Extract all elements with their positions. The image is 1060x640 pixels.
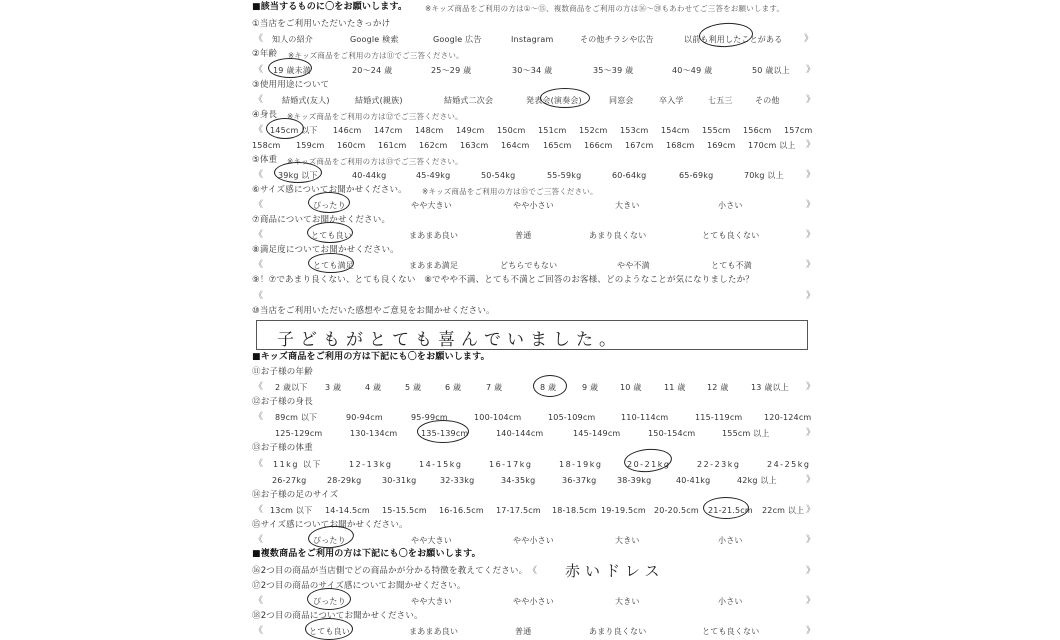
bracket-close: 》 <box>806 65 816 75</box>
q17-option-selected[interactable]: ぴったり <box>313 597 346 606</box>
q18-option[interactable]: とても良くない <box>702 627 760 636</box>
q4-option[interactable]: 166cm <box>584 141 613 150</box>
q4-option[interactable]: 154cm <box>661 126 690 135</box>
q4-option[interactable]: 157cm <box>784 126 813 135</box>
q12-option[interactable]: 125-129cm <box>275 429 323 438</box>
q14-option[interactable]: 15-15.5cm <box>382 506 427 515</box>
bracket-open: 《 <box>254 535 264 545</box>
q13-option[interactable]: 42kg 以上 <box>737 476 777 485</box>
bracket-close: 》 <box>806 230 816 240</box>
q7-option-selected[interactable]: とても良い <box>311 231 352 240</box>
q12-option[interactable]: 120-124cm <box>764 413 812 422</box>
q8-option[interactable]: どちらでもない <box>500 261 558 270</box>
bracket-open: 《 <box>254 230 264 240</box>
q15-label: ⑮サイズ感についてお聞かせください。 <box>252 520 408 530</box>
q4-option[interactable]: 165cm <box>543 141 572 150</box>
q2-option[interactable]: 25〜29 歳 <box>431 66 472 75</box>
q4-option[interactable]: 164cm <box>501 141 530 150</box>
q9-label: ⑨！⑦であまり良くない、とても良くない ⑧でやや不満、とても不満とご回答のお客様、どのようなことが気になりましたか？ <box>252 275 754 285</box>
bracket-close: 》 <box>806 140 816 150</box>
q11-option[interactable]: 10 歳 <box>620 383 642 392</box>
q2-option[interactable]: 35〜39 歳 <box>593 66 634 75</box>
q14-option[interactable]: 20-20.5cm <box>654 506 699 515</box>
q14-option[interactable]: 22cm 以上 <box>762 506 805 515</box>
q14-option[interactable]: 13cm 以下 <box>270 506 313 515</box>
bracket-close: 》 <box>806 566 816 576</box>
q4-option[interactable]: 155cm <box>702 126 731 135</box>
bracket-close: 》 <box>806 170 816 180</box>
q13-option[interactable]: 12-13kg <box>349 460 393 469</box>
q8-option[interactable]: まあまあ満足 <box>409 261 459 270</box>
q10-answer-box[interactable] <box>256 320 808 350</box>
q4-option[interactable]: 169cm <box>707 141 736 150</box>
q1-label: ①当店をご利用いただいたきっかけ <box>252 19 391 29</box>
q4-option[interactable]: 170cm 以上 <box>748 141 796 150</box>
bracket-close: 》 <box>806 505 816 515</box>
q4-option[interactable]: 151cm <box>538 126 567 135</box>
q4-option[interactable]: 158cm <box>252 141 281 150</box>
q5-option[interactable]: 65-69kg <box>679 171 714 180</box>
q13-option[interactable]: 34-35kg <box>501 476 536 485</box>
q4-option[interactable]: 168cm <box>666 141 695 150</box>
q5-option[interactable]: 45-49kg <box>416 171 451 180</box>
q7-label: ⑦商品についてお聞かせください。 <box>252 215 391 225</box>
q11-option[interactable]: 7 歳 <box>486 383 503 392</box>
q12-option[interactable]: 155cm 以上 <box>722 429 770 438</box>
q3-option[interactable]: 結婚式二次会 <box>444 96 494 105</box>
bracket-close: 》 <box>806 200 816 210</box>
q4-option[interactable]: 150cm <box>497 126 526 135</box>
q16-label: ⑯2つ目の商品が当店側でどの商品かが分かる特徴を教えてください。 <box>252 566 528 576</box>
q5-label: ⑤体重 <box>252 155 278 165</box>
q7-option[interactable]: とても良くない <box>702 231 760 240</box>
q18-label: ⑱2つ目の商品についてお聞かせください。 <box>252 611 423 621</box>
q2-option[interactable]: 20〜24 歳 <box>352 66 393 75</box>
q16-handwritten-answer[interactable]: 赤いドレス <box>565 562 665 580</box>
q13-option[interactable]: 28-29kg <box>327 476 362 485</box>
q13-label: ⑬お子様の体重 <box>252 443 313 453</box>
q6-option[interactable]: 大きい <box>615 201 640 210</box>
q4-option[interactable]: 153cm <box>620 126 649 135</box>
q11-option[interactable]: 6 歳 <box>445 383 462 392</box>
q13-option[interactable]: 32-33kg <box>440 476 475 485</box>
q3-option[interactable]: 卒入学 <box>659 96 684 105</box>
multi-section-header: ■複数商品をご利用の方は下記にも〇をお願いします。 <box>252 549 481 559</box>
kids-section-header: ■キッズ商品をご利用の方は下記にも〇をお願いします。 <box>252 352 490 362</box>
q2-option-selected[interactable]: 19 歳未満 <box>273 66 311 75</box>
q14-option[interactable]: 14-14.5cm <box>325 506 370 515</box>
q13-option[interactable]: 38-39kg <box>617 476 652 485</box>
q11-label: ⑪お子様の年齢 <box>252 367 313 377</box>
bracket-close: 》 <box>806 475 816 485</box>
bracket-open: 《 <box>254 200 264 210</box>
q12-option[interactable]: 140-144cm <box>496 429 544 438</box>
bracket-close: 》 <box>806 382 816 392</box>
bracket-close: 》 <box>806 95 816 105</box>
bracket-open: 《 <box>254 65 264 75</box>
bracket-close: 》 <box>806 291 816 301</box>
q12-option[interactable]: 100-104cm <box>474 413 522 422</box>
bracket-open: 《 <box>254 95 264 105</box>
q12-option[interactable]: 150-154cm <box>648 429 696 438</box>
q4-label: ④身長 <box>252 110 278 120</box>
q13-option-selected[interactable]: 20-21kg <box>627 460 671 469</box>
q15-option[interactable]: やや大きい <box>411 536 452 545</box>
q13-option[interactable]: 30-31kg <box>382 476 417 485</box>
q10-label: ⑩当店をご利用いただいた感想やご意見をお聞かせください。 <box>252 306 495 316</box>
q18-option[interactable]: 普通 <box>515 627 532 636</box>
q7-option[interactable]: 普通 <box>515 231 532 240</box>
q1-option[interactable]: 知人の紹介 <box>272 35 313 44</box>
q13-option[interactable]: 18-19kg <box>559 460 603 469</box>
bracket-open: 《 <box>254 34 264 44</box>
q12-option[interactable]: 90-94cm <box>346 413 383 422</box>
bracket-open: 《 <box>254 596 264 606</box>
q4-option[interactable]: 161cm <box>378 141 407 150</box>
q3-option[interactable]: その他 <box>755 96 780 105</box>
q1-option[interactable]: Instagram <box>511 35 554 44</box>
q4-option-selected[interactable]: 145cm 以下 <box>270 126 318 135</box>
q5-note: ※キッズ商品をご利用の方は⑬でご三答ください。 <box>287 157 463 166</box>
q5-option[interactable]: 70kg 以上 <box>744 171 784 180</box>
q2-label: ②年齢 <box>252 49 278 59</box>
q14-option-selected[interactable]: 21-21.5cm <box>708 506 753 515</box>
q6-label: ⑥サイズ感についてお聞かせください。 <box>252 185 407 195</box>
q4-option[interactable]: 147cm <box>374 126 403 135</box>
q5-option[interactable]: 60-64kg <box>612 171 647 180</box>
q11-option-selected[interactable]: 8 歳 <box>540 383 557 392</box>
q13-option[interactable]: 14-15kg <box>419 460 463 469</box>
q2-option[interactable]: 30〜34 歳 <box>512 66 553 75</box>
q2-option[interactable]: 50 歳以上 <box>752 66 790 75</box>
q8-label: ⑧満足度についてお聞かせください。 <box>252 245 399 255</box>
q14-label: ⑭お子様の足のサイズ <box>252 490 339 500</box>
bracket-open: 《 <box>528 566 538 576</box>
form-note: ※キッズ商品をご利用の方は①〜⑮、複数商品をご利用の方は⑯〜⑳もあわせてご三答をお願いします。 <box>425 4 785 13</box>
bracket-close: 》 <box>806 596 816 606</box>
q6-note: ※キッズ商品をご利用の方は⑮でご三答ください。 <box>422 187 598 196</box>
q2-option[interactable]: 40〜49 歳 <box>672 66 713 75</box>
q13-option[interactable]: 22-23kg <box>697 460 741 469</box>
q13-option[interactable]: 40-41kg <box>676 476 711 485</box>
q6-option[interactable]: やや小さい <box>513 201 554 210</box>
q1-option[interactable]: Google 検索 <box>350 35 399 44</box>
q15-option[interactable]: やや小さい <box>513 536 554 545</box>
q13-option[interactable]: 16-17kg <box>489 460 533 469</box>
q1-option[interactable]: Google 広告 <box>433 35 482 44</box>
q4-option[interactable]: 167cm <box>625 141 654 150</box>
q17-option[interactable]: やや大きい <box>411 597 452 606</box>
q18-option[interactable]: あまり良くない <box>589 627 647 636</box>
q18-option[interactable]: まあまあ良い <box>409 627 459 636</box>
q4-option[interactable]: 156cm <box>743 126 772 135</box>
q12-option[interactable]: 105-109cm <box>548 413 596 422</box>
q12-option[interactable]: 145-149cm <box>573 429 621 438</box>
q4-option[interactable]: 163cm <box>460 141 489 150</box>
q11-option[interactable]: 3 歳 <box>325 383 342 392</box>
q5-option[interactable]: 50-54kg <box>481 171 516 180</box>
q4-option[interactable]: 149cm <box>456 126 485 135</box>
q4-option[interactable]: 152cm <box>579 126 608 135</box>
q14-option[interactable]: 16-16.5cm <box>439 506 484 515</box>
q12-option[interactable]: 115-119cm <box>695 413 743 422</box>
q6-option[interactable]: やや大きい <box>411 201 452 210</box>
q11-option[interactable]: 11 歳 <box>664 383 686 392</box>
bracket-open: 《 <box>254 125 264 135</box>
q10-handwritten-answer: 子どもがとても喜んでいました。 <box>277 330 622 350</box>
q3-option-selected[interactable]: 発表会(演奏会) <box>526 96 582 105</box>
q3-label: ③使用用途について <box>252 80 330 90</box>
q12-option[interactable]: 89cm 以下 <box>275 413 318 422</box>
q12-option[interactable]: 130-134cm <box>350 429 398 438</box>
q3-option[interactable]: 結婚式(親族) <box>355 96 403 105</box>
q6-option[interactable]: 小さい <box>718 201 743 210</box>
q5-option[interactable]: 40-44kg <box>352 171 387 180</box>
q12-option[interactable]: 95-99cm <box>411 413 448 422</box>
q15-option[interactable]: 小さい <box>718 536 743 545</box>
q3-option[interactable]: 七五三 <box>708 96 733 105</box>
bracket-open: 《 <box>254 170 264 180</box>
q3-option[interactable]: 同窓会 <box>609 96 634 105</box>
q11-option[interactable]: 9 歳 <box>582 383 599 392</box>
bracket-close: 》 <box>806 428 816 438</box>
bracket-close: 》 <box>806 626 816 636</box>
q12-option-selected[interactable]: 135-139cm <box>421 429 469 438</box>
q8-option[interactable]: とても不満 <box>711 261 752 270</box>
bracket-open: 《 <box>254 260 264 270</box>
q17-option[interactable]: 大きい <box>615 597 640 606</box>
q5-option-selected[interactable]: 39kg 以下 <box>278 171 318 180</box>
q13-option[interactable]: 26-27kg <box>272 476 307 485</box>
q11-option[interactable]: 4 歳 <box>365 383 382 392</box>
q11-option[interactable]: 5 歳 <box>405 383 422 392</box>
bracket-open: 《 <box>254 412 264 422</box>
q13-option[interactable]: 24-25kg <box>767 460 811 469</box>
q17-label: ⑰2つ目の商品のサイズ感についてお聞かせください。 <box>252 581 466 591</box>
bracket-close: 》 <box>806 535 816 545</box>
q13-option[interactable]: 36-37kg <box>562 476 597 485</box>
bracket-close: 》 <box>806 260 816 270</box>
q4-option[interactable]: 159cm <box>296 141 325 150</box>
q15-option-selected[interactable]: ぴったり <box>313 536 346 545</box>
form-title: ■該当するものに〇をお願いします。 <box>252 2 408 12</box>
q13-option[interactable]: 11kg 以下 <box>273 460 322 469</box>
bracket-open: 《 <box>254 459 264 469</box>
q4-option[interactable]: 160cm <box>337 141 366 150</box>
bracket-open: 《 <box>254 291 264 301</box>
q11-option[interactable]: 13 歳以上 <box>751 383 789 392</box>
q3-option[interactable]: 結婚式(友人) <box>282 96 330 105</box>
q17-option[interactable]: やや小さい <box>513 597 554 606</box>
bracket-close: 》 <box>804 34 814 44</box>
q14-option[interactable]: 18-18.5cm <box>552 506 597 515</box>
q4-option[interactable]: 146cm <box>333 126 362 135</box>
q8-option[interactable]: やや不満 <box>617 261 650 270</box>
bracket-open: 《 <box>254 505 264 515</box>
q17-option[interactable]: 小さい <box>718 597 743 606</box>
q11-option[interactable]: 12 歳 <box>707 383 729 392</box>
q7-option[interactable]: あまり良くない <box>589 231 647 240</box>
q1-option[interactable]: その他チラシや広告 <box>580 35 654 44</box>
q14-option[interactable]: 17-17.5cm <box>496 506 541 515</box>
q6-option-selected[interactable]: ぴったり <box>313 201 346 210</box>
q1-option-selected[interactable]: 以前も利用したことがある <box>684 35 783 44</box>
q7-option[interactable]: まあまあ良い <box>409 231 459 240</box>
bracket-open: 《 <box>254 382 264 392</box>
q4-option[interactable]: 162cm <box>419 141 448 150</box>
q5-option[interactable]: 55-59kg <box>547 171 582 180</box>
q18-option-selected[interactable]: とても良い <box>309 627 350 636</box>
bracket-open: 《 <box>254 626 264 636</box>
q4-note: ※キッズ商品をご利用の方は⑫でご三答ください。 <box>287 112 463 121</box>
q4-option[interactable]: 148cm <box>415 126 444 135</box>
q12-label: ⑫お子様の身長 <box>252 397 313 407</box>
q14-option[interactable]: 19-19.5cm <box>601 506 646 515</box>
q2-note: ※キッズ商品をご利用の方は⑪でご三答ください。 <box>288 51 464 60</box>
q12-option[interactable]: 110-114cm <box>621 413 669 422</box>
q11-option[interactable]: 2 歳以下 <box>275 383 308 392</box>
q15-option[interactable]: 大きい <box>615 536 640 545</box>
q8-option-selected[interactable]: とても満足 <box>313 261 354 270</box>
